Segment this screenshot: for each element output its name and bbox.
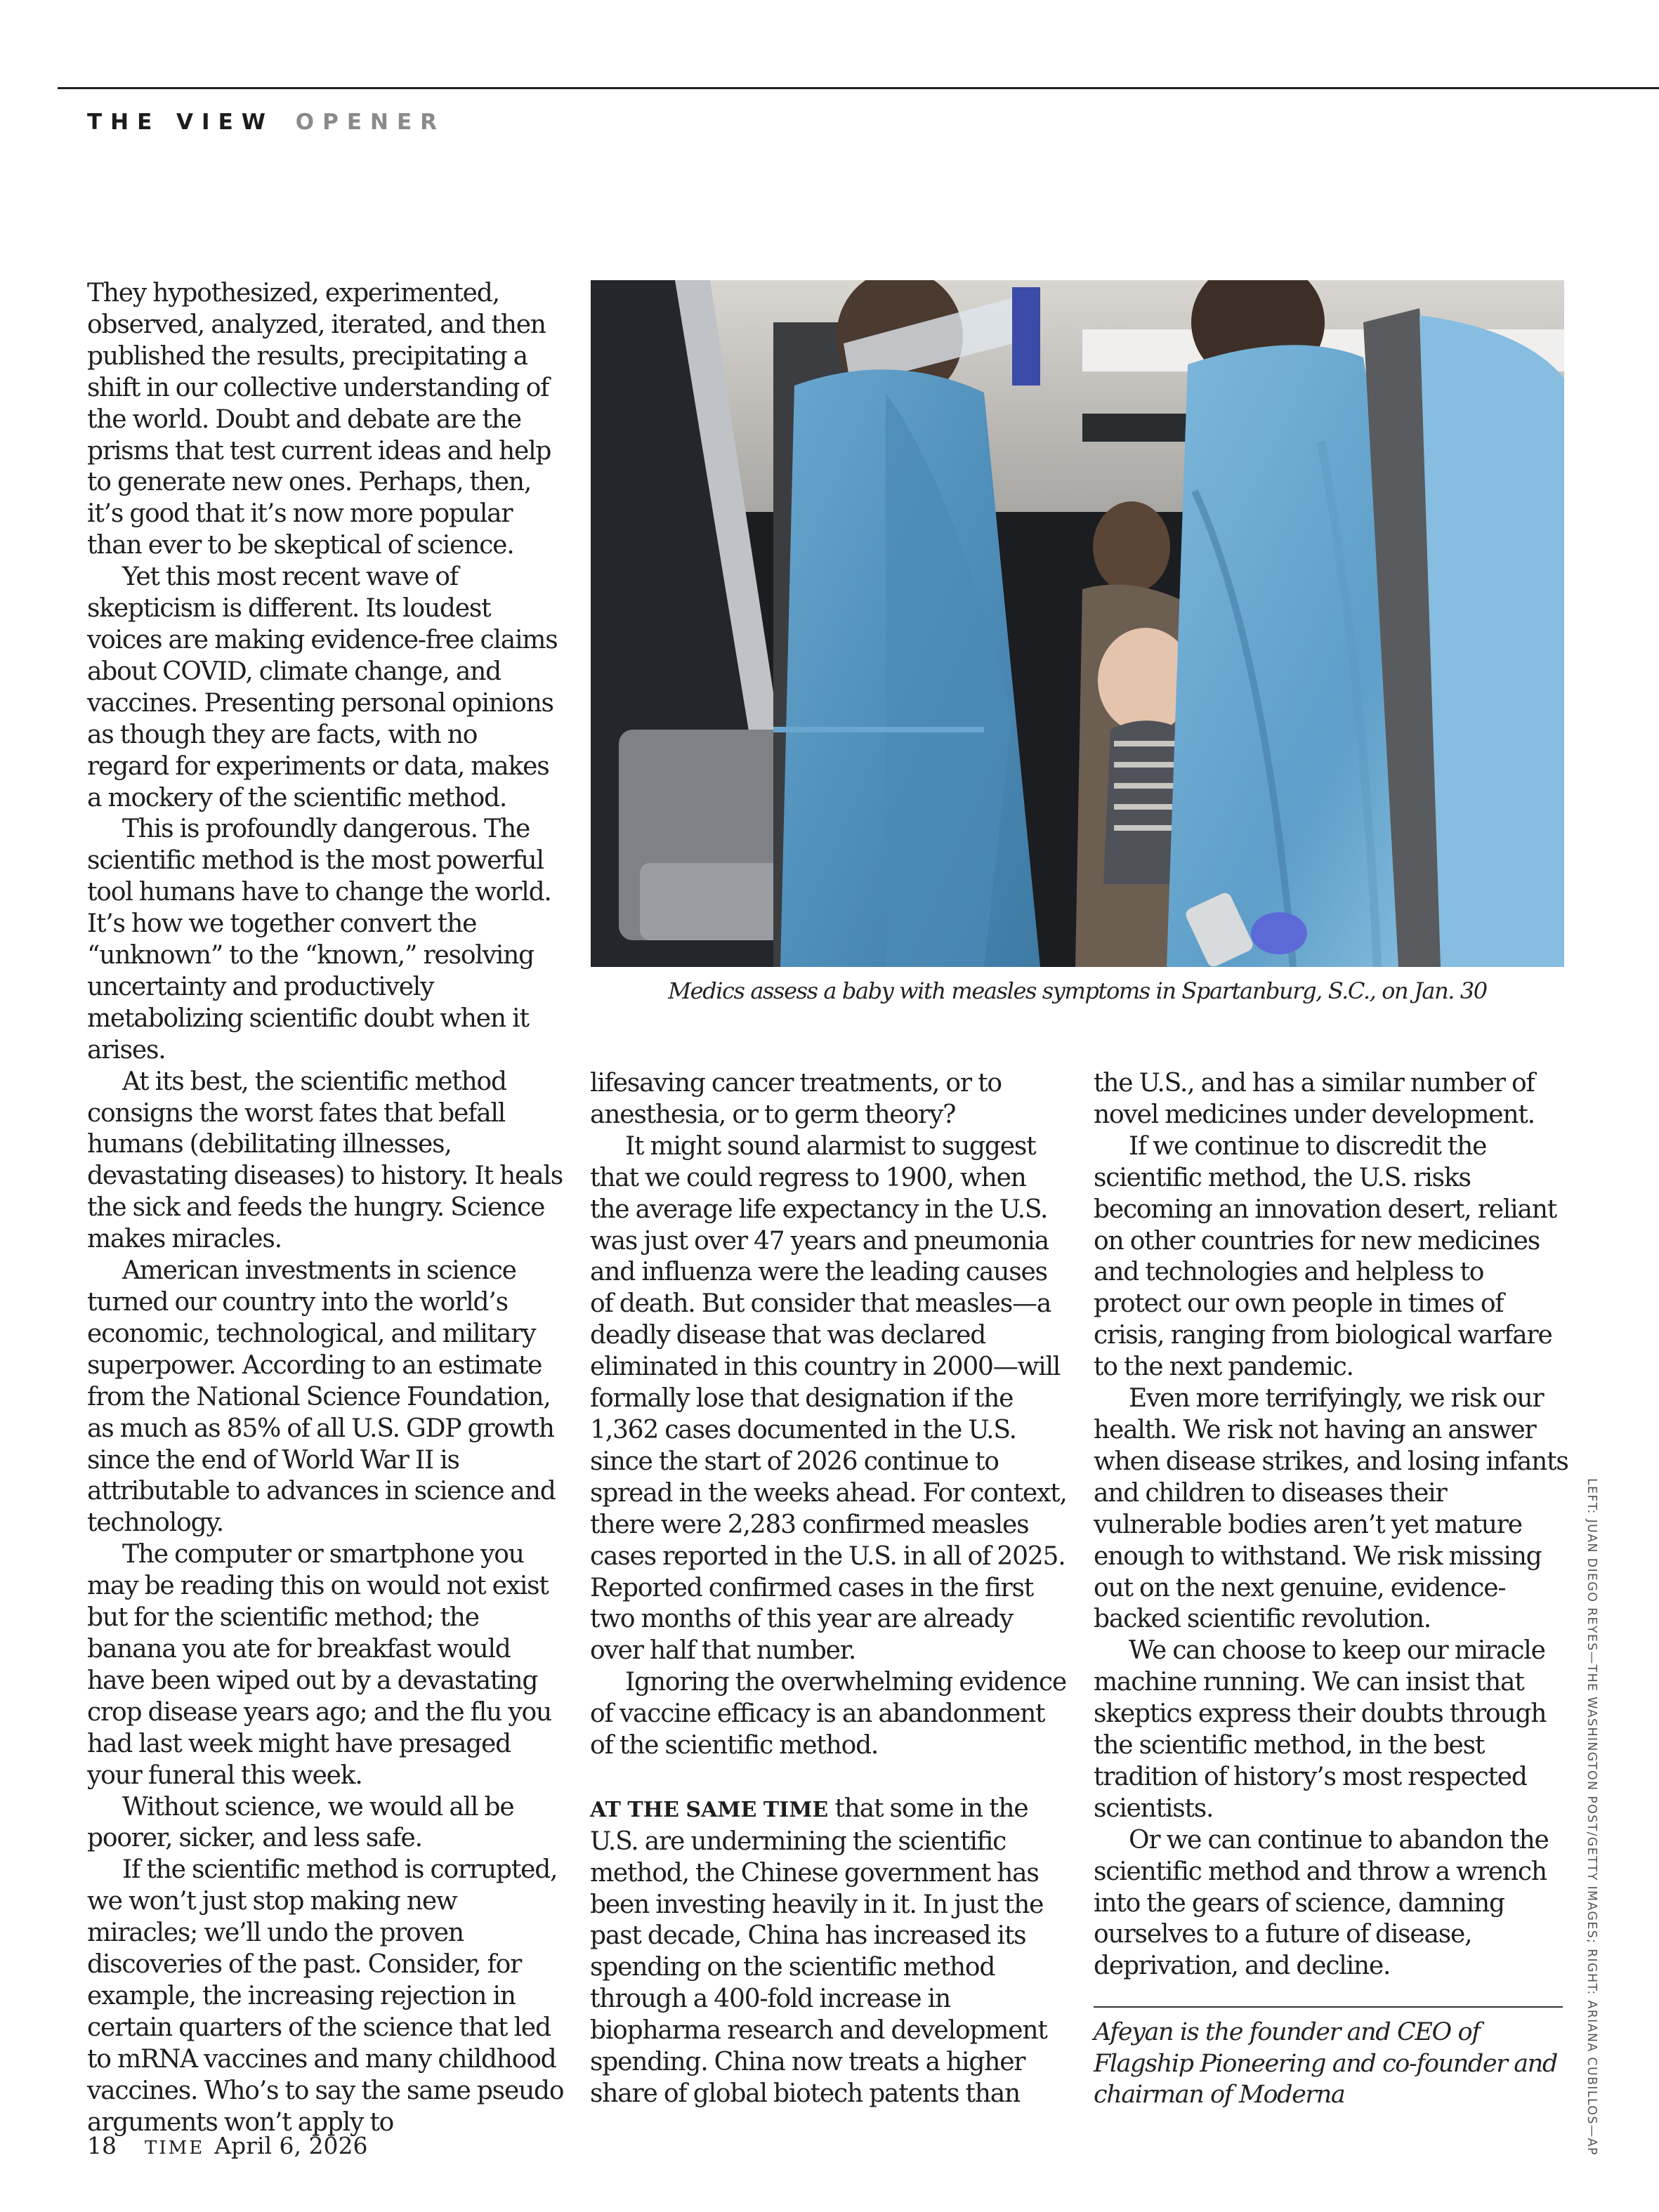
paragraph: If the scientific method is corrupted, we won’t just stop making new miracles; we’ll undo the proven discoveries of the past. Consider, for example, the increasing rejection in certain quarters of the science that led to mRNA vaccines and many childhood vaccines. Who’s to say the same pseudo arguments won’t apply to	[87, 1855, 564, 2137]
paragraph: They hypothesized, experimented, observed, analyzed, iterated, and then published the results, precipitating a shift in our collective understanding of the world. Doubt and debate are the prisms that test current ideas and help to generate new ones. Perhaps, then, it’s good that it’s now more popular than ever to be skeptical of science.	[87, 279, 551, 560]
magazine-name: TIME	[145, 2138, 205, 2159]
article-photo	[591, 280, 1564, 967]
section-kicker	[87, 110, 445, 135]
section-body: that some in the U.S. are undermining the scientific method, the Chinese government has been investing heavily in it. In just the past decade, China has increased its spending on the scientific method through a 400-fold increase in biopharma research and development spending. China now treats a higher share of global biotech patents than	[590, 1793, 1047, 2108]
paragraph: Yet this most recent wave of skepticism is different. Its loudest voices are making evidence-free claims about COVID, climate change, and vaccines. Presenting personal opinions as though they are facts, with no regard for experiments or data, makes a mockery of the scientific method.	[87, 562, 558, 812]
bio-divider	[1094, 2006, 1563, 2008]
paragraph: Even more terrifyingly, we risk our health. We risk not having an answer when disease strikes, and losing infants and children to diseases their vulnerable bodies aren’t yet mature enough to withstand. We risk missing out on the next genuine, evidence-backed scientific revolution.	[1094, 1384, 1568, 1634]
paragraph: It might sound alarmist to suggest that we could regress to 1900, when the average life expectancy in the U.S. was just over 47 years and pneumonia and influenza were the leading causes of death. But consider that measles—a deadly disease that was declared eliminated in this country in 2000—will formally lose that designation if the 1,362 cases documented in the U.S. since the start of 2026 continue to spread in the weeks ahead. For context, there were 2,283 confirmed measles cases reported in the U.S. in all of 2025. Reported confirmed cases in the first two months of this year are already over half that number.	[590, 1131, 1067, 1666]
author-bio: Afeyan is the founder and CEO of Flagship Pioneering and co-founder and chairman of Moderna	[1094, 2018, 1557, 2109]
paragraph: American investments in science turned our country into the world’s economic, technological, and military superpower. According to an estimate from the National Science Foundation, as much as 85% of all U.S. GDP growth since the end of World War II is attributable to advances in science and technology.	[87, 1256, 556, 1538]
article-column-right	[1094, 1068, 1571, 1982]
paragraph: The computer or smartphone you may be reading this on would not exist but for the scientific method; the banana you ate for breakfast would have been wiped out by a devastating crop disease years ago; and the flu you had last week might have presaged your funeral this week.	[87, 1540, 551, 1790]
medics-photo-illustration	[591, 280, 1564, 967]
paragraph: Ignoring the overwhelming evidence of vaccine efficacy is an abandonment of the scientific method.	[590, 1668, 1066, 1760]
paragraph: This is profoundly dangerous. The scientific method is the most powerful tool humans have to change the world. It’s how we together convert the “unknown” to the “known,” resolving uncertainty and productively metabolizing scientific doubt when it arises.	[87, 815, 551, 1065]
paragraph: Or we can continue to abandon the scientific method and throw a wrench into the gears of science, damning ourselves to a future of disease, deprivation, and decline.	[1094, 1825, 1549, 1981]
section-lead-in: AT THE SAME TIME	[590, 1797, 829, 1822]
photo-caption: Medics assess a baby with measles symptoms in Spartanburg, S.C., on Jan. 30	[668, 977, 1487, 1004]
paragraph: the U.S., and has a similar number of novel medicines under development.	[1094, 1069, 1535, 1129]
paragraph: We can choose to keep our miracle machine running. We can insist that skeptics express their doubts through the scientific method, in the best tradition of history’s most respected scientists.	[1094, 1636, 1547, 1823]
paragraph: At its best, the scientific method consigns the worst fates that befall humans (debilitating illnesses, devastating diseases) to history. It heals the sick and feeds the hungry. Science makes miracles.	[87, 1067, 563, 1254]
page-footer	[87, 2132, 368, 2159]
issue-date: April 6, 2026	[214, 2132, 368, 2159]
paragraph: If we continue to discredit the scientific method, the U.S. risks becoming an innovation desert, reliant on other countries for new medicines and technologies and helpless to protect our own people in times of crisis, ranging from biological warfare to the next pandemic.	[1094, 1131, 1556, 1382]
header-rule	[58, 87, 1659, 89]
article-column-left	[87, 278, 565, 2138]
photo-credit: LEFT: JUAN DIEGO REYES—THE WASHINGTON POST/GETTY IMAGES; RIGHT: ARIANA CUBILLOS—AP	[1585, 1478, 1599, 2156]
paragraph: lifesaving cancer treatments, or to anesthesia, or to germ theory?	[590, 1069, 1002, 1129]
section-label: THE VIEW	[87, 110, 274, 135]
section-paragraph	[590, 1793, 1068, 2110]
article-column-middle	[590, 1068, 1068, 2110]
page-number: 18	[87, 2132, 117, 2159]
subsection-label: OPENER	[295, 110, 446, 135]
paragraph: Without science, we would all be poorer, sicker, and less safe.	[87, 1792, 514, 1853]
